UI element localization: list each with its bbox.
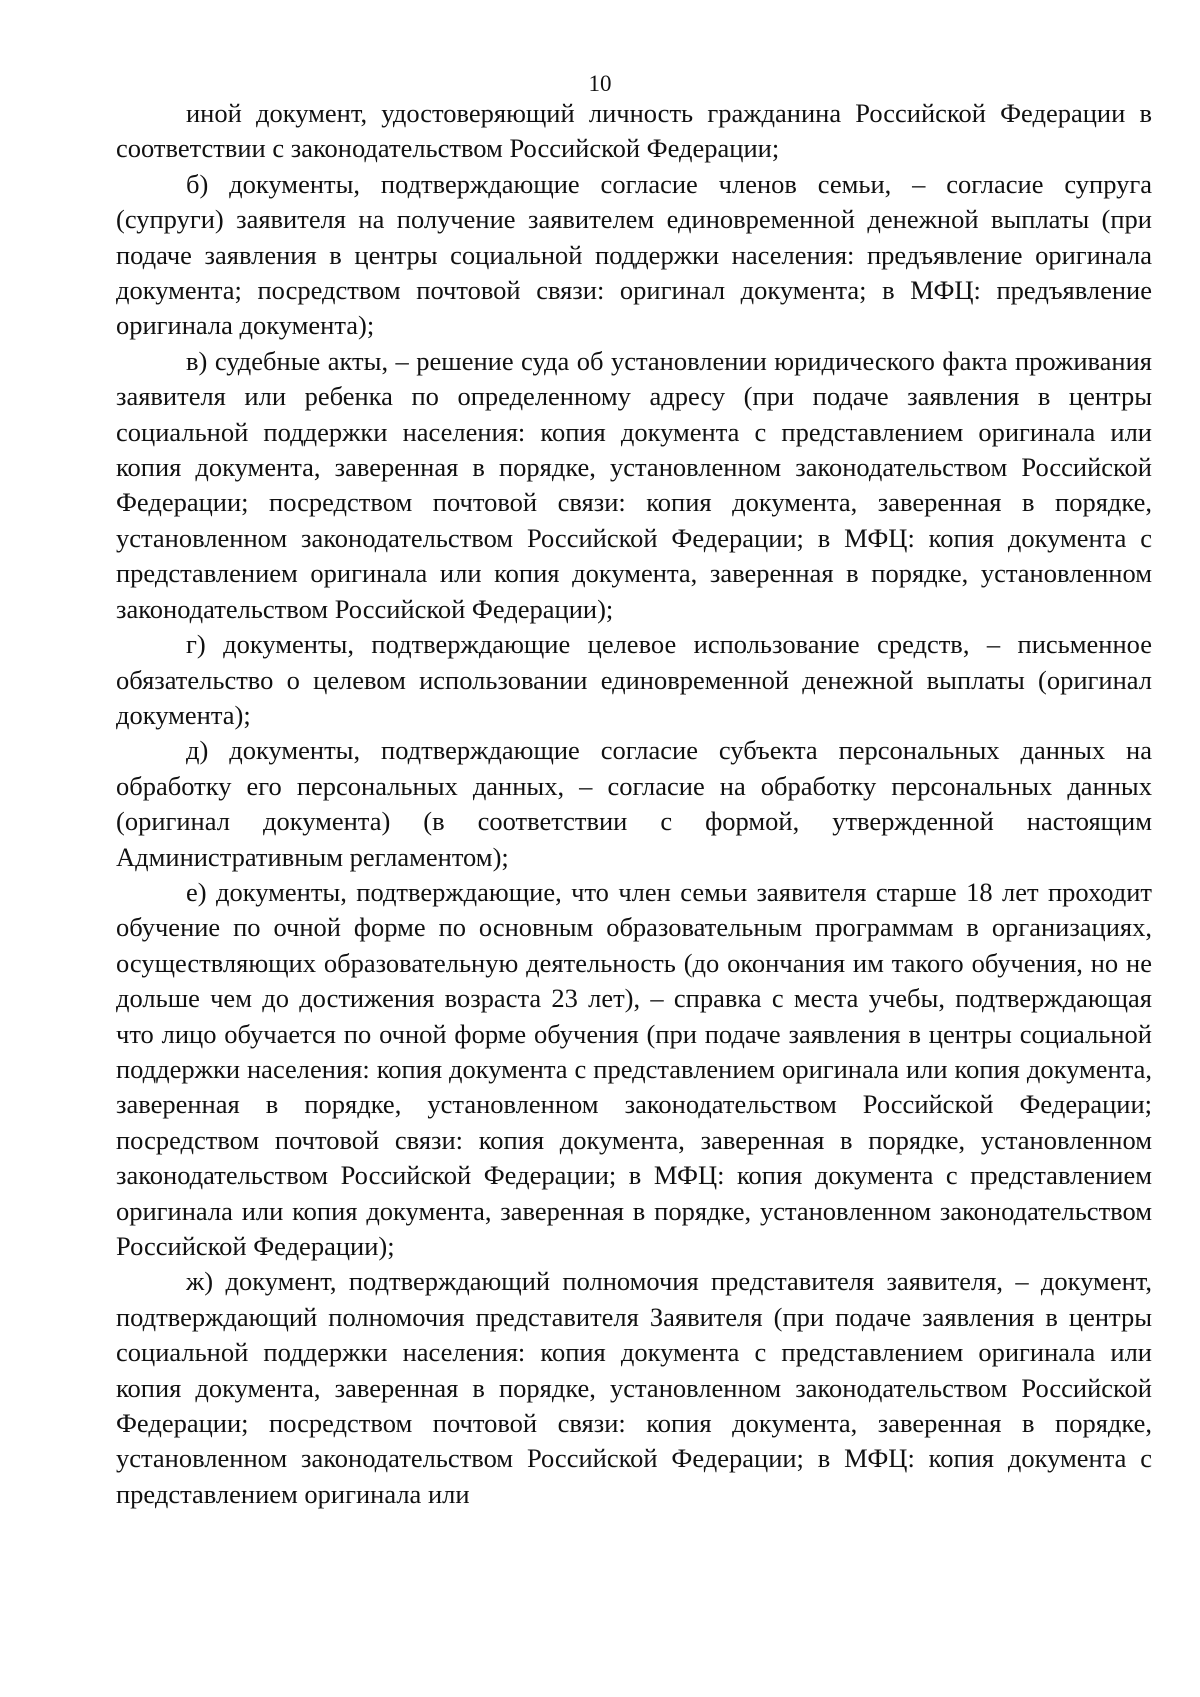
paragraph-v: в) судебные акты, – решение суда об установлении юридического факта проживания заявителя или ребенка по определенному адресу (при подаче заявления в центры социальной поддержки населения: копия документа с представлением оригинала или копия документа, заверенная в порядке, установленном законодательством Российской Федерации; посредством почтовой связи: копия документа, заверенная в порядке, установленном законодательством Российской Федерации; в МФЦ: копия документа с представлением оригинала или копия документа, заверенная в порядке, установленном законодательством Российской Федерации); [116,345,1152,624]
paragraph-d: д) документы, подтверждающие согласие субъекта персональных данных на обработку его персональных данных, – согласие на обработку персональных данных (оригинал документа) (в соответствии с формой, утвержденной настоящим Административным регламентом); [116,735,1152,872]
page-number: 10 [588,71,612,96]
paragraph-continuation: иной документ, удостоверяющий личность гражданина Российской Федерации в соответствии с законодательством Российской Федерации; [116,98,1152,164]
document-body [116,96,1152,1512]
paragraph-g: г) документы, подтверждающие целевое использование средств, – письменное обязательство о целевом использовании единовременной денежной выплаты (оригинал документа); [116,629,1152,730]
paragraph-b: б) документы, подтверждающие согласие членов семьи, – согласие супруга (супруги) заявителя на получение заявителем единовременной денежной выплаты (при подаче заявления в центры социальной поддержки населения: предъявление оригинала документа; посредством почтовой связи: оригинал документа; в МФЦ: предъявление оригинала документа); [116,168,1152,341]
paragraph-zh: ж) документ, подтверждающий полномочия представителя заявителя, – документ, подтверждающий полномочия представителя Заявителя (при подаче заявления в центры социальной поддержки населения: копия документа с представлением оригинала или копия документа, заверенная в порядке, установленном законодательством Российской Федерации; посредством почтовой связи: копия документа, заверенная в порядке, установленном законодательством Российской Федерации; в МФЦ: копия документа с представлением оригинала или [116,1266,1152,1509]
paragraph-e: е) документы, подтверждающие, что член семьи заявителя старше 18 лет проходит обучение по очной форме по основным образовательным программам в организациях, осуществляющих образовательную деятельность (до окончания им такого обучения, но не дольше чем до достижения возраста 23 лет), – справка с места учебы, подтверждающая что лицо обучается по очной форме обучения (при подаче заявления в центры социальной поддержки населения: копия документа с представлением оригинала или копия документа, заверенная в порядке, установленном законодательством Российской Федерации; посредством почтовой связи: копия документа, заверенная в порядке, установленном законодательством Российской Федерации; в МФЦ: копия документа с представлением оригинала или копия документа, заверенная в порядке, установленном законодательством Российской Федерации); [116,876,1152,1261]
